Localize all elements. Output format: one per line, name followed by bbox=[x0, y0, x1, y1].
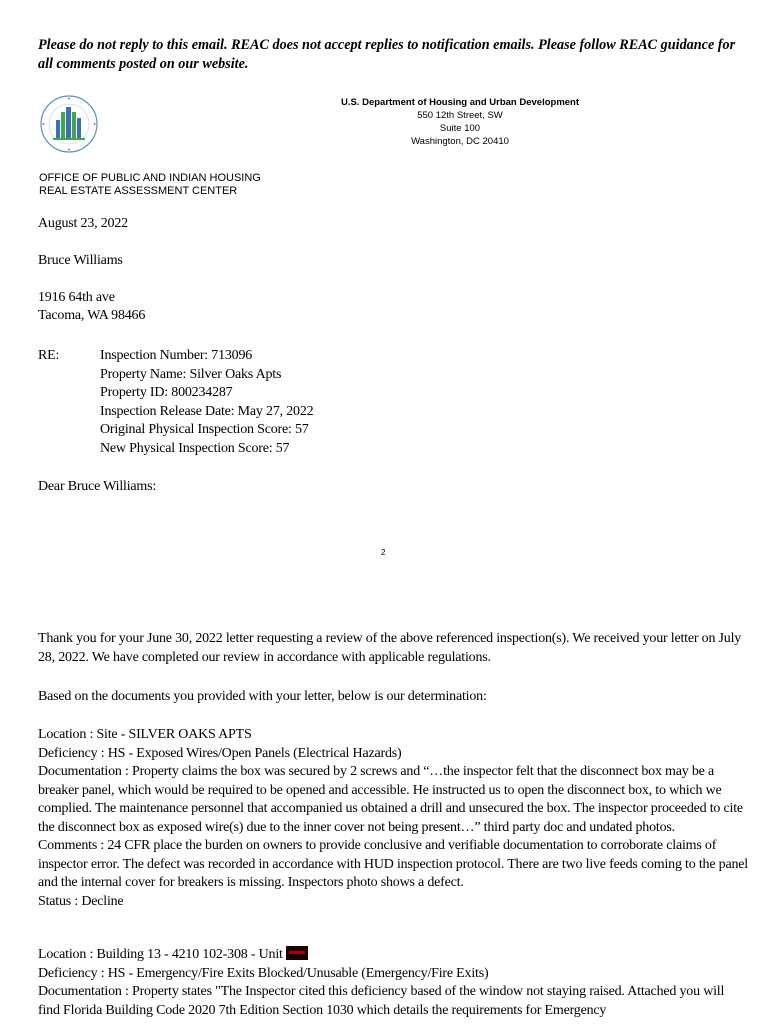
intro-paragraph: Thank you for your June 30, 2022 letter requesting a review of the above referenced inspection(s). We received your letter on July 28, 2022. We have completed our review in accordance with applicable regulations. bbox=[38, 631, 742, 665]
finding-location: Location : Building 13 - 4210 102-308 - Unit bbox=[38, 947, 283, 962]
finding-1 bbox=[38, 726, 748, 911]
inspection-release-date: Inspection Release Date: May 27, 2022 bbox=[100, 403, 314, 419]
hud-city: Washington, DC 20410 bbox=[411, 136, 509, 147]
office-block bbox=[39, 172, 261, 198]
original-inspection-score: Original Physical Inspection Score: 57 bbox=[100, 422, 309, 437]
office-line-2: REAL ESTATE ASSESSMENT CENTER bbox=[39, 185, 238, 197]
redacted-unit-number bbox=[286, 946, 308, 960]
finding-location: Location : Site - SILVER OAKS APTS bbox=[38, 727, 252, 742]
determination-intro: Based on the documents you provided with your letter, below is our determination: bbox=[38, 689, 487, 704]
recipient-address-line-1: 1916 64th ave bbox=[38, 290, 115, 305]
finding-deficiency: Deficiency : HS - Emergency/Fire Exits Blocked/Unusable (Emergency/Fire Exits) bbox=[38, 965, 489, 981]
re-details bbox=[100, 347, 313, 458]
hud-address-block bbox=[300, 96, 620, 148]
hud-department-name: U.S. Department of Housing and Urban Development bbox=[340, 97, 580, 108]
finding-documentation: Documentation : Property states "The Inspector cited this deficiency based of the window not staying raised. Attached you will find Florida Building Code 2020 7th Edition Section 1030 which details the requirements for Emergency bbox=[38, 984, 725, 1018]
finding-2 bbox=[38, 946, 748, 1020]
finding-comments: Comments : 24 CFR place the burden on owners to provide conclusive and verifiable documentation to corroborate claims of inspector error. The defect was recorded in accordance with HUD inspection protocol. There are two live feeds coming to the panel and the internal cover for breakers is missing. Inspectors photo shows a defect. bbox=[38, 838, 748, 890]
office-line-1: OFFICE OF PUBLIC AND INDIAN HOUSING bbox=[39, 172, 261, 184]
finding-deficiency: Deficiency : HS - Exposed Wires/Open Panels (Electrical Hazards) bbox=[38, 745, 402, 761]
letter-date: August 23, 2022 bbox=[38, 216, 128, 231]
new-inspection-score: New Physical Inspection Score: 57 bbox=[100, 440, 290, 456]
finding-status: Status : Decline bbox=[38, 893, 124, 909]
hud-street: 550 12th Street, SW bbox=[417, 110, 503, 121]
finding-location-row bbox=[38, 946, 748, 965]
re-label: RE: bbox=[38, 348, 60, 363]
finding-documentation: Documentation : Property claims the box was secured by 2 screws and “…the inspector felt that the disconnect box may be a breaker panel, which would be required to be opened and accessible. He instructed us to open the disconnect box, to which we complied. The maintenance personnel that accompanied us obtained a drill and unsecured the box. The inspector proceeded to cite the disconnect box as exposed wire(s) due to the inner cover not being present…” third party doc and undated photos. bbox=[38, 764, 743, 835]
salutation: Dear Bruce Williams: bbox=[38, 479, 157, 494]
recipient-name: Bruce Williams bbox=[38, 253, 123, 268]
inspection-number: Inspection Number: 713096 bbox=[100, 348, 253, 363]
hud-seal-logo bbox=[39, 94, 99, 154]
recipient-address-line-2: Tacoma, WA 98466 bbox=[38, 308, 146, 323]
property-id: Property ID: 800234287 bbox=[100, 385, 233, 400]
do-not-reply-notice: Please do not reply to this email. REAC does not accept replies to notification emails. Please follow REAC guidance for all comments posted on our website. bbox=[38, 37, 736, 72]
page-number: 2 bbox=[381, 548, 386, 557]
hud-suite: Suite 100 bbox=[439, 123, 481, 134]
property-name: Property Name: Silver Oaks Apts bbox=[100, 366, 282, 382]
